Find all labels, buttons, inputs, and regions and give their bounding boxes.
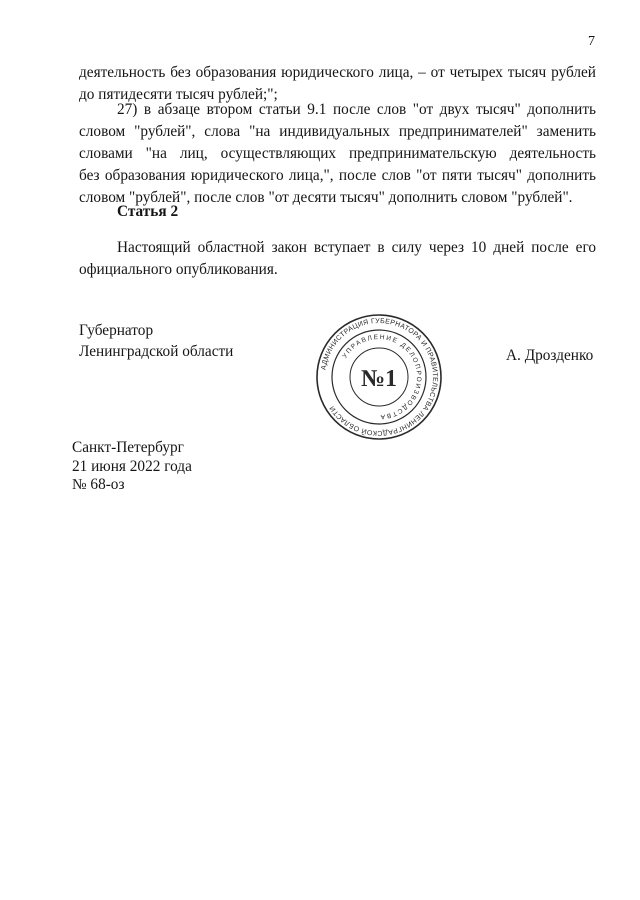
body-line-6: без образования юридического лица,", после слов "от пяти тысяч" дополнить: [79, 167, 596, 184]
body-line-2: до пятидесяти тысяч рублей;";: [79, 86, 278, 103]
article-heading: Статья 2: [117, 203, 179, 220]
body-line-5: словами "на лиц, осуществляющих предпринимательскую деятельность: [79, 145, 596, 162]
body-line-7: словом "рублей", после слов "от десяти тысяч" дополнить словом "рублей".: [79, 189, 573, 206]
article-line-1: Настоящий областной закон вступает в силу через 10 дней после его: [117, 239, 596, 256]
place-of-signing: Санкт-Петербург: [72, 439, 184, 456]
page-number: 7: [588, 34, 595, 49]
law-number: № 68-оз: [72, 476, 125, 493]
signatory-title-1: Губернатор: [79, 322, 154, 339]
stamp-center-number: №1: [360, 366, 398, 392]
body-line-4: словом "рублей", слова "на индивидуальных предпринимателей" заменить: [79, 123, 596, 140]
article-line-2: официального опубликования.: [79, 261, 278, 278]
signatory-title-2: Ленинградской области: [79, 343, 234, 360]
official-stamp: [314, 312, 444, 442]
signatory-name: А. Дрозденко: [506, 347, 594, 364]
date-of-signing: 21 июня 2022 года: [72, 458, 192, 475]
stamp-outer-text: АДМИНИСТРАЦИЯ ГУБЕРНАТОРА И ПРАВИТЕЛЬСТВА ЛЕНИНГРАДСКОЙ ОБЛАСТИ: [320, 317, 439, 437]
body-line-3: 27) в абзаце втором статьи 9.1 после слов "от двух тысяч" дополнить: [117, 101, 596, 118]
body-line-1: деятельность без образования юридического лица, – от четырех тысяч рублей: [79, 64, 596, 81]
stamp-inner-text: УПРАВЛЕНИЕ ДЕЛОПРОИЗВОДСТВА: [341, 333, 423, 421]
